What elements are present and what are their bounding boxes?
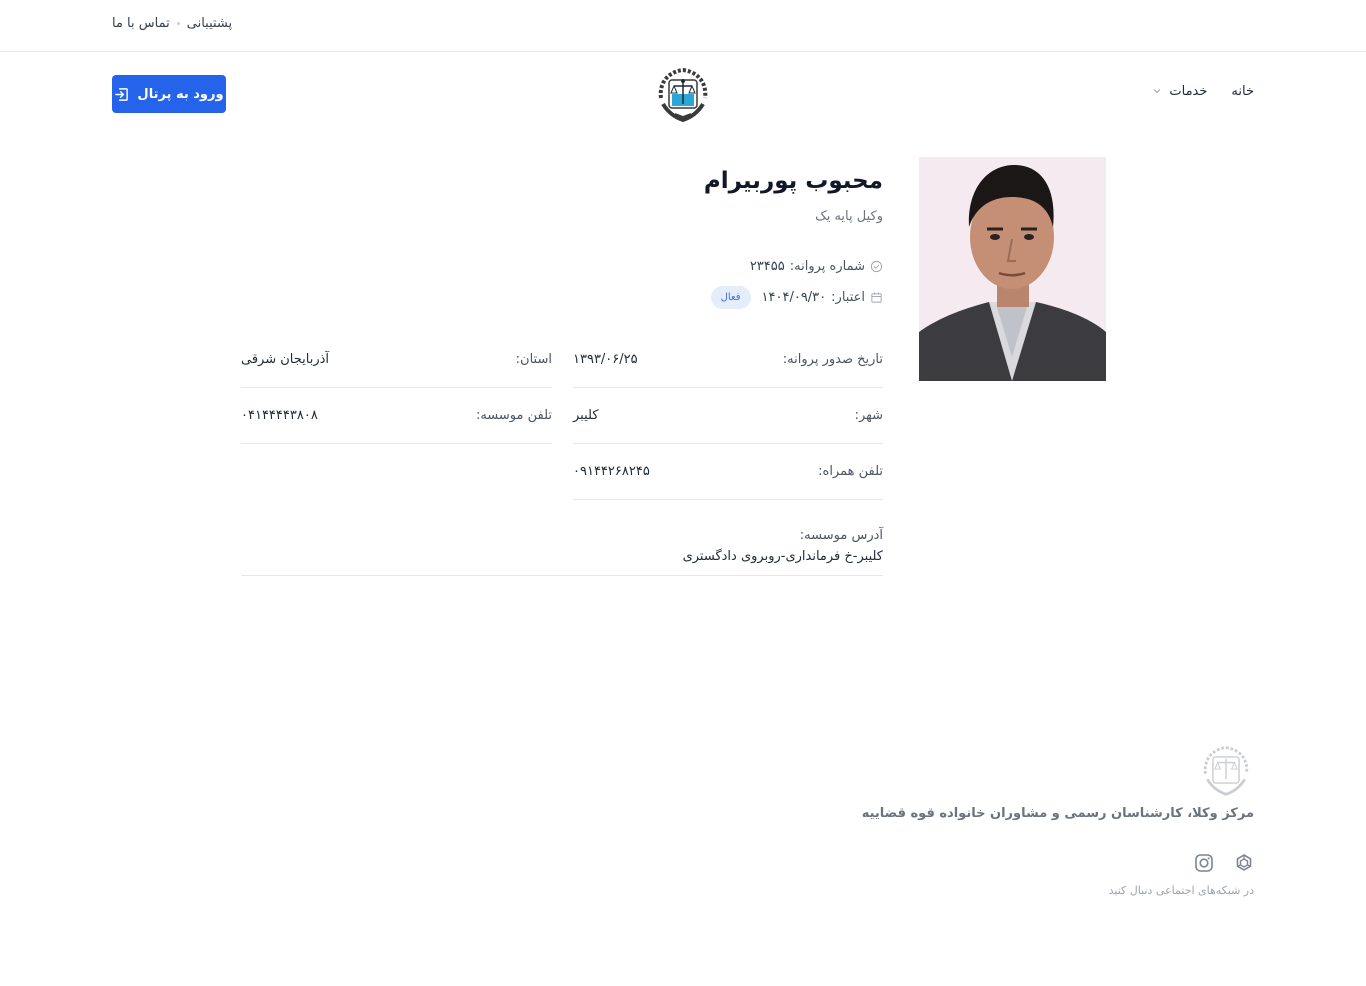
top-bar [0, 0, 1366, 52]
calendar-icon [870, 291, 883, 304]
address-value: کلیبر-خ فرمانداری-روبروی دادگستری [682, 549, 883, 564]
follow-social-text: در شبکه‌های اجتماعی دنبال کنید [1108, 884, 1254, 897]
province-label: استان: [515, 352, 552, 367]
office-phone-value: ۰۴۱۴۴۴۴۳۸۰۸ [241, 408, 318, 423]
issue-date-field [573, 332, 883, 388]
support-link[interactable]: پشتیبانی [186, 16, 233, 31]
rubika-icon[interactable] [1234, 853, 1254, 877]
province-field [241, 332, 552, 388]
lawyer-name: محبوب پوربیرام [703, 168, 883, 194]
office-phone-label: تلفن موسسه: [475, 408, 552, 423]
contact-link[interactable]: تماس با ما [112, 16, 170, 31]
office-phone-field [241, 388, 552, 444]
validity-label: اعتبار: [831, 290, 865, 305]
judiciary-logo[interactable] [653, 64, 713, 124]
license-label: شماره پروانه: [789, 259, 865, 274]
license-number: ۲۳۴۵۵ [749, 259, 785, 274]
instagram-icon[interactable] [1194, 853, 1214, 877]
city-field [573, 388, 883, 444]
lawyer-title: وکیل پایه یک [815, 209, 883, 224]
check-circle-icon [870, 260, 883, 273]
mobile-value: ۰۹۱۴۴۲۶۸۲۴۵ [573, 464, 650, 479]
mobile-field [573, 444, 883, 500]
issue-date-value: ۱۳۹۳/۰۶/۲۵ [573, 352, 638, 367]
city-label: شهر: [854, 408, 883, 423]
footer-logo [1198, 742, 1254, 798]
validity-row [711, 286, 883, 309]
city-value: کلیبر [573, 408, 599, 423]
mobile-label: تلفن همراه: [818, 464, 883, 479]
portal-login-button[interactable] [112, 75, 226, 113]
top-links [112, 16, 232, 31]
status-badge: فعال [711, 286, 751, 309]
nav-services-label: خدمات [1169, 84, 1208, 99]
nav-home-label: خانه [1231, 84, 1254, 99]
chevron-down-icon [1153, 87, 1161, 97]
footer-org-name: مرکز وکلا، کارشناسان رسمی و مشاوران خانواده قوه قضاییه [861, 806, 1254, 821]
separator-dot [177, 22, 180, 25]
portal-button-label: ورود به پرتال [137, 86, 224, 102]
main-nav [1153, 84, 1254, 99]
province-value: آذربایجان شرقی [241, 352, 330, 367]
social-links [1194, 853, 1254, 877]
nav-home[interactable] [1231, 84, 1254, 99]
address-field [241, 520, 883, 576]
main-header [0, 52, 1366, 138]
license-row [750, 259, 883, 274]
address-label: آدرس موسسه: [799, 528, 883, 543]
validity-date: ۱۴۰۴/۰۹/۳۰ [761, 290, 827, 305]
nav-services-dropdown[interactable] [1153, 84, 1207, 99]
lawyer-photo [919, 157, 1106, 381]
issue-date-label: تاریخ صدور پروانه: [782, 352, 883, 367]
login-icon [114, 87, 129, 102]
